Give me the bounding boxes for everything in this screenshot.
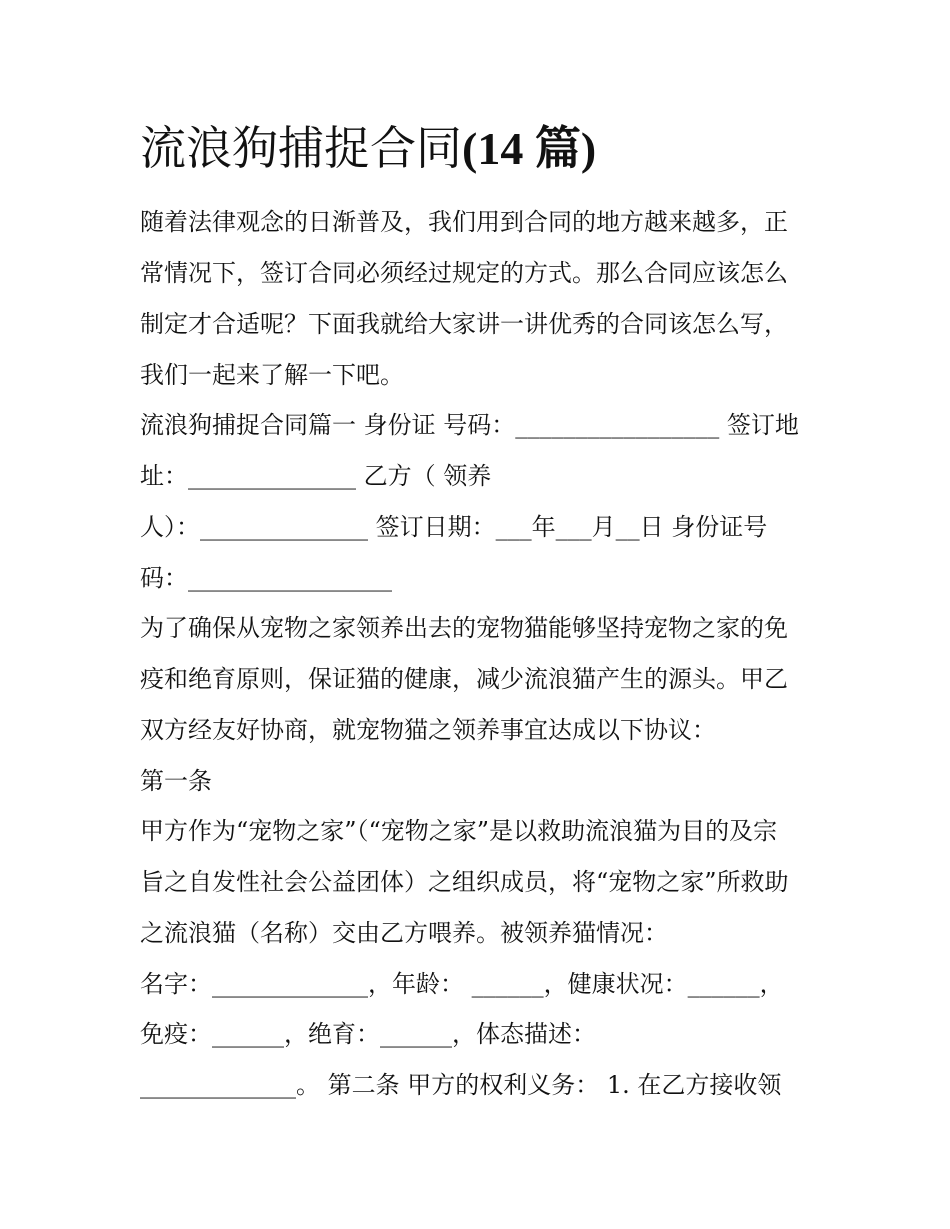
body-line: 旨之自发性社会公益团体）之组织成员，将“宠物之家”所救助 (140, 868, 789, 896)
body-line: _____________。 第二条 甲方的权利义务： 1. 在乙方接收领 (140, 1071, 782, 1099)
body-line: 我们一起来了解一下吧。 (140, 361, 404, 389)
body-line: 免疫：______，绝育：______，体态描述： (140, 1020, 596, 1048)
title-count: (14 篇) (462, 123, 597, 174)
body-line: 疫和绝育原则，保证猫的健康，减少流浪猫产生的源头。甲乙 (140, 665, 788, 693)
document-title (140, 118, 840, 179)
body-line: 址：______________ 乙方（ 领养 (140, 462, 492, 490)
body-line: 常情况下，签订合同必须经过规定的方式。那么合同应该怎么 (140, 259, 788, 287)
body-line: 码：_________________ (140, 564, 392, 592)
section-heading: 第一条 (140, 767, 212, 795)
body-line: 流浪狗捕捉合同篇一 身份证 号码：_________________ 签订地 (140, 411, 799, 439)
body-line: 制定才合适呢？下面我就给大家讲一讲优秀的合同该怎么写， (140, 310, 788, 338)
body-line: 双方经友好协商，就宠物猫之领养事宜达成以下协议： (140, 716, 716, 744)
title-main: 流浪狗捕捉合同 (140, 121, 462, 175)
body-line: 之流浪猫（名称）交由乙方喂养。被领养猫情况： (140, 919, 668, 947)
body-line: 甲方作为“宠物之家”（“宠物之家”是以救助流浪猫为目的及宗 (140, 817, 778, 845)
body-line: 随着法律观念的日渐普及，我们用到合同的地方越来越多，正 (140, 208, 788, 236)
body-line: 为了确保从宠物之家领养出去的宠物猫能够坚持宠物之家的免 (140, 614, 788, 642)
body-line: 名字：_____________，年龄： ______，健康状况：______， (140, 970, 784, 998)
body-line: 人）：______________ 签订日期：___年___月__日 身份证号 (140, 513, 768, 541)
